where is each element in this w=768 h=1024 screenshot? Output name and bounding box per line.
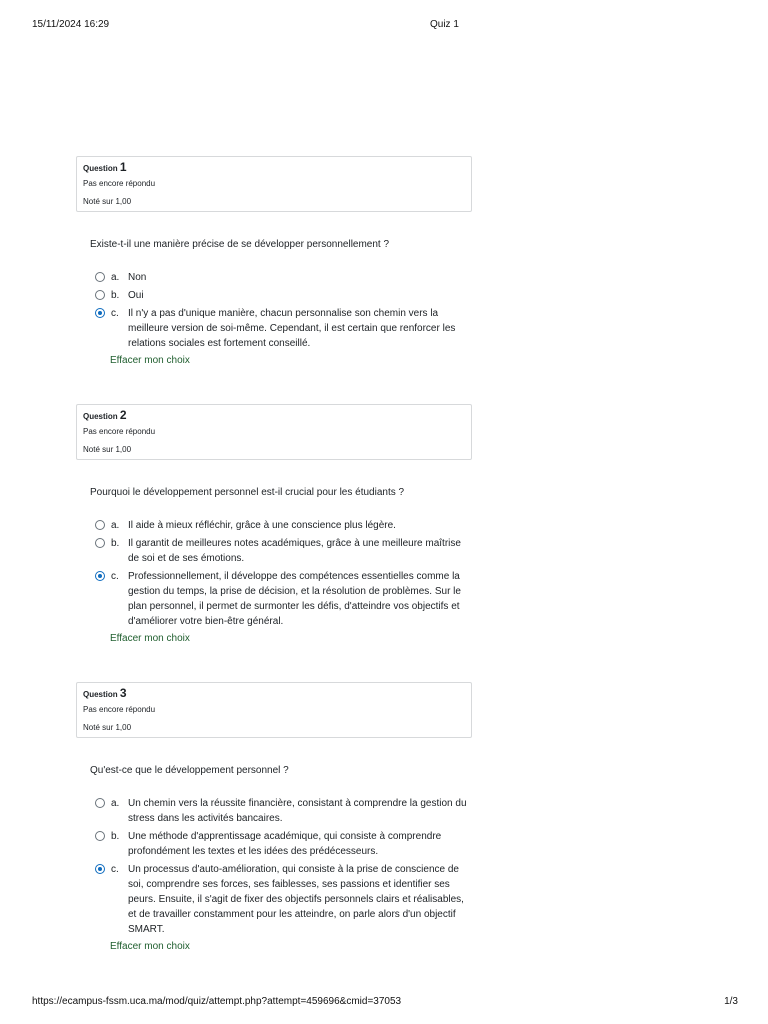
answer-text: Un chemin vers la réussite financière, consistant à comprendre la gestion du stress dans les activités bancaires. — [128, 798, 467, 824]
radio-button-selected[interactable] — [95, 571, 105, 581]
question-text: Qu'est-ce que le développement personnel ? — [90, 765, 289, 776]
question-1 — [76, 156, 476, 368]
answer-letter: b. — [111, 538, 120, 549]
question-number: Question 1 — [83, 160, 127, 174]
answer-option-a[interactable] — [76, 796, 468, 826]
question-grade: Noté sur 1,00 — [83, 445, 132, 454]
answer-letter: b. — [111, 831, 120, 842]
print-title: Quiz 1 — [430, 19, 459, 30]
question-number: Question 3 — [83, 686, 127, 700]
answer-letter: a. — [111, 798, 120, 809]
answer-text: Oui — [128, 290, 144, 301]
clear-choice-link[interactable]: Effacer mon choix — [110, 355, 190, 366]
question-grade: Noté sur 1,00 — [83, 197, 132, 206]
answer-option-b[interactable] — [76, 288, 468, 303]
radio-button-selected[interactable] — [95, 308, 105, 318]
answer-letter: a. — [111, 272, 120, 283]
answer-option-a[interactable] — [76, 518, 468, 533]
answer-text: Un processus d'auto-amélioration, qui consiste à la prise de conscience de soi, comprendre ses forces, ses faiblesses, ses passions et identifier ses peurs. Ensuite, il s'agit de fixer des objectifs personnels clairs et réalisables, et de travailler constamment pour les atteindre, on parle alors d'un objectif SMART. — [128, 864, 464, 935]
answer-text: Il aide à mieux réfléchir, grâce à une conscience plus légère. — [128, 520, 396, 531]
answer-option-a[interactable] — [76, 270, 468, 285]
answer-text: Professionnellement, il développe des compétences essentielles comme la gestion du temps, la prise de décision, et la résolution de problèmes. Sur le plan personnel, il permet de surmonter les défis, d'atteindre vos objectifs et d'améliorer votre bien-être général. — [128, 571, 461, 627]
answer-option-c[interactable] — [76, 569, 468, 629]
answer-list — [76, 270, 476, 351]
question-state: Pas encore répondu — [83, 179, 156, 188]
answer-list — [76, 796, 476, 937]
question-info — [76, 404, 472, 460]
answer-letter: c. — [111, 864, 119, 875]
question-info — [76, 156, 472, 212]
radio-button[interactable] — [95, 290, 105, 300]
answer-option-b[interactable] — [76, 829, 468, 859]
answer-letter: a. — [111, 520, 120, 531]
print-url: https://ecampus-fssm.uca.ma/mod/quiz/attempt.php?attempt=459696&cmid=37053 — [32, 996, 402, 1007]
answer-text: Une méthode d'apprentissage académique, qui consiste à comprendre profondément les textes et les idées des prédécesseurs. — [128, 831, 442, 857]
question-number: Question 2 — [83, 408, 127, 422]
clear-choice-link[interactable]: Effacer mon choix — [110, 633, 190, 644]
answer-letter: c. — [111, 571, 119, 582]
radio-button-selected[interactable] — [95, 864, 105, 874]
answer-option-c[interactable] — [76, 306, 468, 351]
print-datetime: 15/11/2024 16:29 — [32, 19, 110, 30]
radio-button[interactable] — [95, 831, 105, 841]
answer-text: Il n'y a pas d'unique manière, chacun personnalise son chemin vers la meilleure version de soi-même. Cependant, il est certain que renforcer les relations sociales est fortement conseillé. — [128, 308, 456, 349]
answer-text: Non — [128, 272, 147, 283]
question-text: Existe-t-il une manière précise de se développer personnellement ? — [90, 239, 390, 250]
answer-text: Il garantit de meilleures notes académiques, grâce à une meilleure maîtrise de soi et de ses émotions. — [128, 538, 461, 564]
radio-button[interactable] — [95, 272, 105, 282]
radio-button[interactable] — [95, 538, 105, 548]
question-3 — [76, 682, 476, 954]
answer-option-c[interactable] — [76, 862, 468, 937]
radio-button[interactable] — [95, 798, 105, 808]
radio-button[interactable] — [95, 520, 105, 530]
question-grade: Noté sur 1,00 — [83, 723, 132, 732]
answer-list — [76, 518, 476, 629]
question-state: Pas encore répondu — [83, 427, 156, 436]
question-state: Pas encore répondu — [83, 705, 156, 714]
answer-letter: c. — [111, 308, 119, 319]
clear-choice-link[interactable]: Effacer mon choix — [110, 941, 190, 952]
question-text: Pourquoi le développement personnel est-il crucial pour les étudiants ? — [90, 487, 405, 498]
question-2 — [76, 404, 476, 646]
answer-option-b[interactable] — [76, 536, 468, 566]
print-page-number: 1/3 — [724, 996, 738, 1007]
answer-letter: b. — [111, 290, 120, 301]
question-info — [76, 682, 472, 738]
